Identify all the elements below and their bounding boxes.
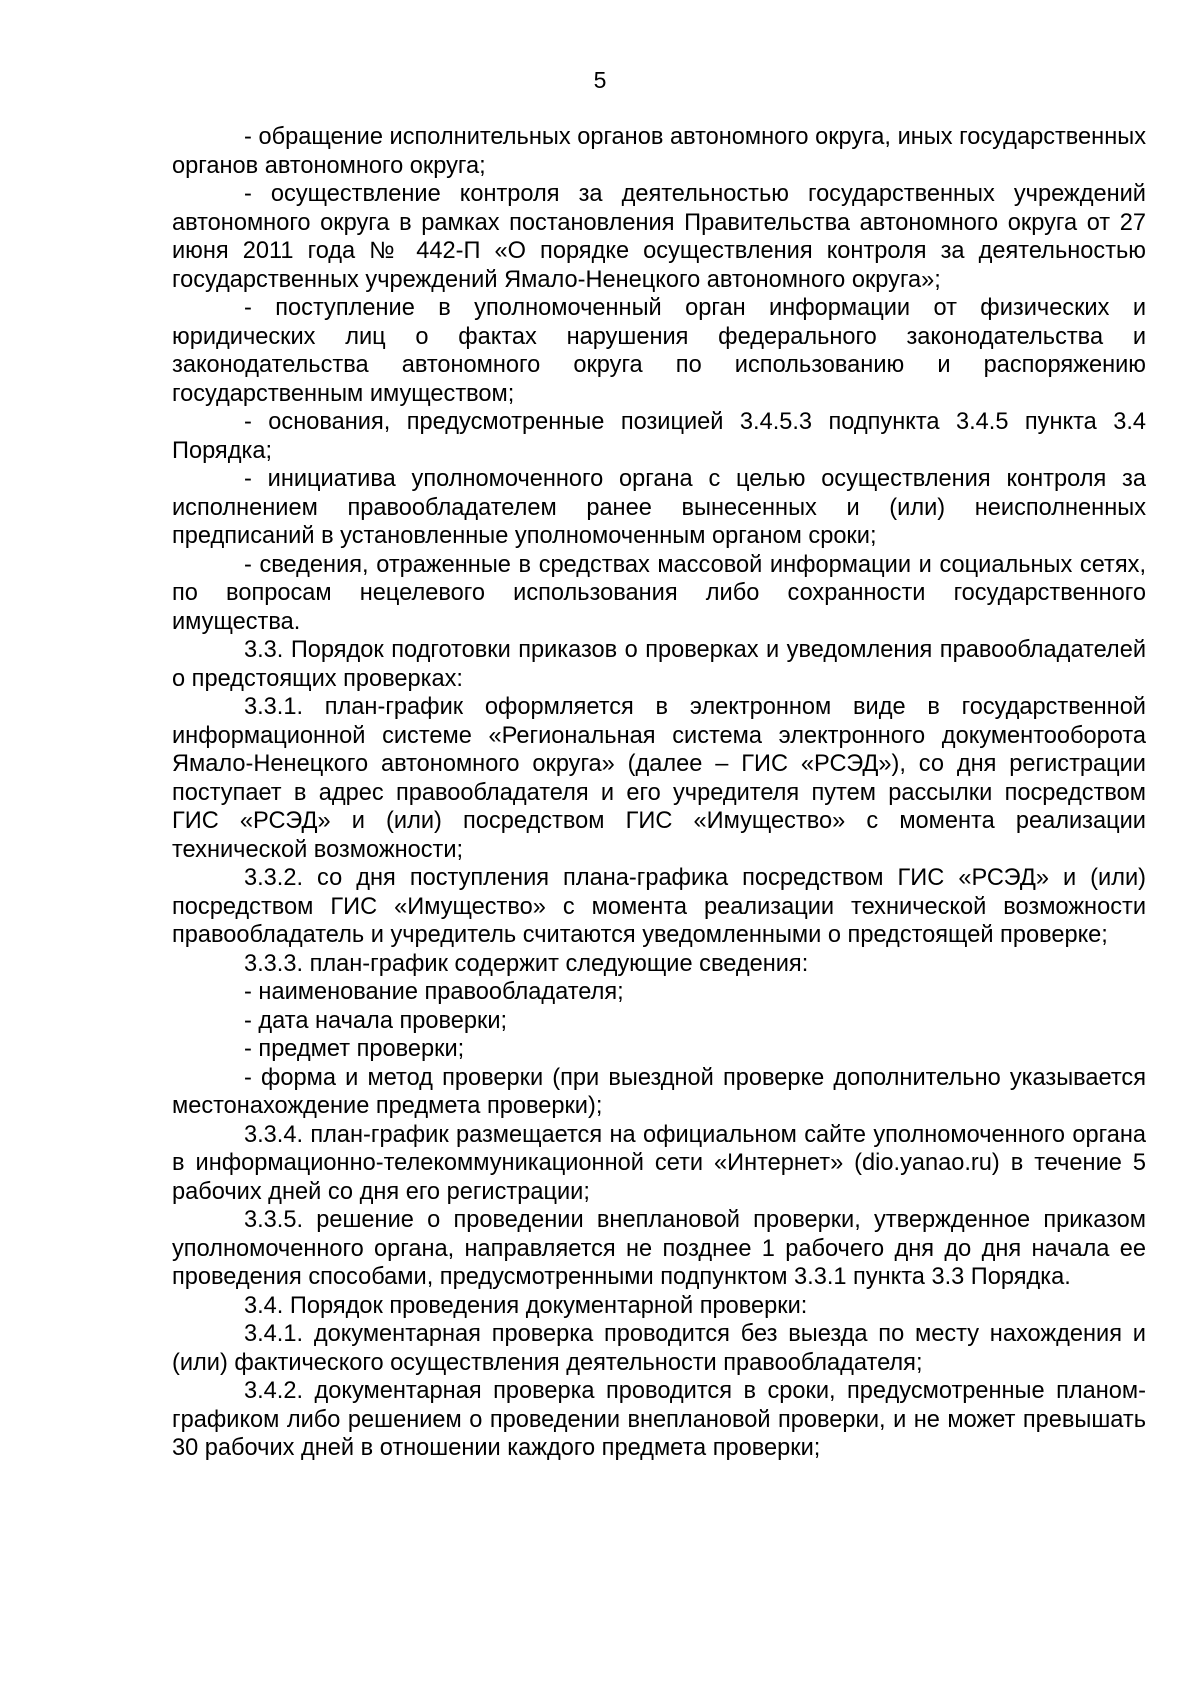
paragraph-3-3-1: 3.3.1. план-график оформляется в электронном виде в государственной информационной системе «Региональная система электронного документооборота Ямало-Ненецкого автономного округа» (далее – ГИС «РСЭД»), со дня регистрации поступает в адрес правообладателя и его учредителя путем рассылки посредством ГИС «РСЭД» и (или) посредством ГИС «Имущество» с момента реализации технической возможности; bbox=[172, 694, 1146, 863]
paragraph-3-4-2: 3.4.2. документарная проверка проводится в сроки, предусмотренные планом-графиком либо решением о проведении внеплановой проверки, и не может превышать 30 рабочих дней в отношении каждого предмета проверки; bbox=[172, 1378, 1146, 1461]
paragraph-3-3-4: 3.3.4. план-график размещается на официальном сайте уполномоченного органа в информационно-телекоммуникационной сети «Интернет» (dio.yanao.ru) в течение 5 рабочих дней со дня его регистрации; bbox=[172, 1121, 1146, 1205]
list-item-start-date: - дата начала проверки; bbox=[244, 1007, 508, 1034]
paragraph-mass-media-information: - сведения, отраженные в средствах массовой информации и социальных сетях, по вопросам нецелевого использования либо сохранности государственного имущества. bbox=[172, 551, 1146, 635]
list-item-form-and-method: - форма и метод проверки (при выездной проверке дополнительно указывается местонахождение предмета проверки); bbox=[172, 1064, 1146, 1119]
page-number: 5 bbox=[593, 67, 607, 93]
paragraph-3-4-1: 3.4.1. документарная проверка проводится без выезда по месту нахождения и (или) фактического осуществления деятельности правообладателя; bbox=[172, 1321, 1146, 1376]
paragraph-appeal-of-executive-bodies: - обращение исполнительных органов автономного округа, иных государственных органов автономного округа; bbox=[172, 124, 1146, 179]
paragraph-grounds-position-3-4-5-3: - основания, предусмотренные позицией 3.4.5.3 подпункта 3.4.5 пункта 3.4 Порядка; bbox=[172, 409, 1146, 464]
list-item-subject: - предмет проверки; bbox=[244, 1036, 465, 1062]
document-body bbox=[172, 123, 1146, 1463]
paragraph-3-3-5: 3.3.5. решение о проведении внеплановой проверки, утвержденное приказом уполномоченного органа, направляется не позднее 1 рабочего дня до дня начала ее проведения способами, предусмотренными подпунктом 3.3.1 пункта 3.3 Порядка. bbox=[172, 1207, 1146, 1290]
paragraph-control-of-state-institutions: - осуществление контроля за деятельностью государственных учреждений автономного округа в рамках постановления Правительства автономного округа от 27 июня 2011 года № 442-П «О порядке осуществления контроля за деятельностью государственных учреждений Ямало-Ненецкого автономного округа»; bbox=[172, 181, 1146, 293]
paragraph-3-3-3: 3.3.3. план-график содержит следующие сведения: bbox=[244, 950, 809, 977]
paragraph-3-3-2: 3.3.2. со дня поступления плана-графика посредством ГИС «РСЭД» и (или) посредством ГИС «Имущество» с момента реализации технической возможности правообладатель и учредитель считаются уведомленными о предстоящей проверке; bbox=[172, 865, 1146, 948]
paragraph-information-from-persons: - поступление в уполномоченный орган информации от физических и юридических лиц о фактах нарушения федерального законодательства и законодательства автономного округа по использованию и распоряжению государственным имуществом; bbox=[172, 295, 1146, 407]
list-item-holder-name: - наименование правообладателя; bbox=[244, 979, 624, 1005]
paragraph-section-3-3: 3.3. Порядок подготовки приказов о проверках и уведомления правообладателей о предстоящих проверках: bbox=[172, 637, 1146, 692]
paragraph-initiative-of-authorized-body: - инициатива уполномоченного органа с целью осуществления контроля за исполнением правообладателем ранее вынесенных и (или) неисполненных предписаний в установленные уполномоченным органом сроки; bbox=[172, 466, 1146, 549]
paragraph-section-3-4: 3.4. Порядок проведения документарной проверки: bbox=[244, 1292, 808, 1319]
